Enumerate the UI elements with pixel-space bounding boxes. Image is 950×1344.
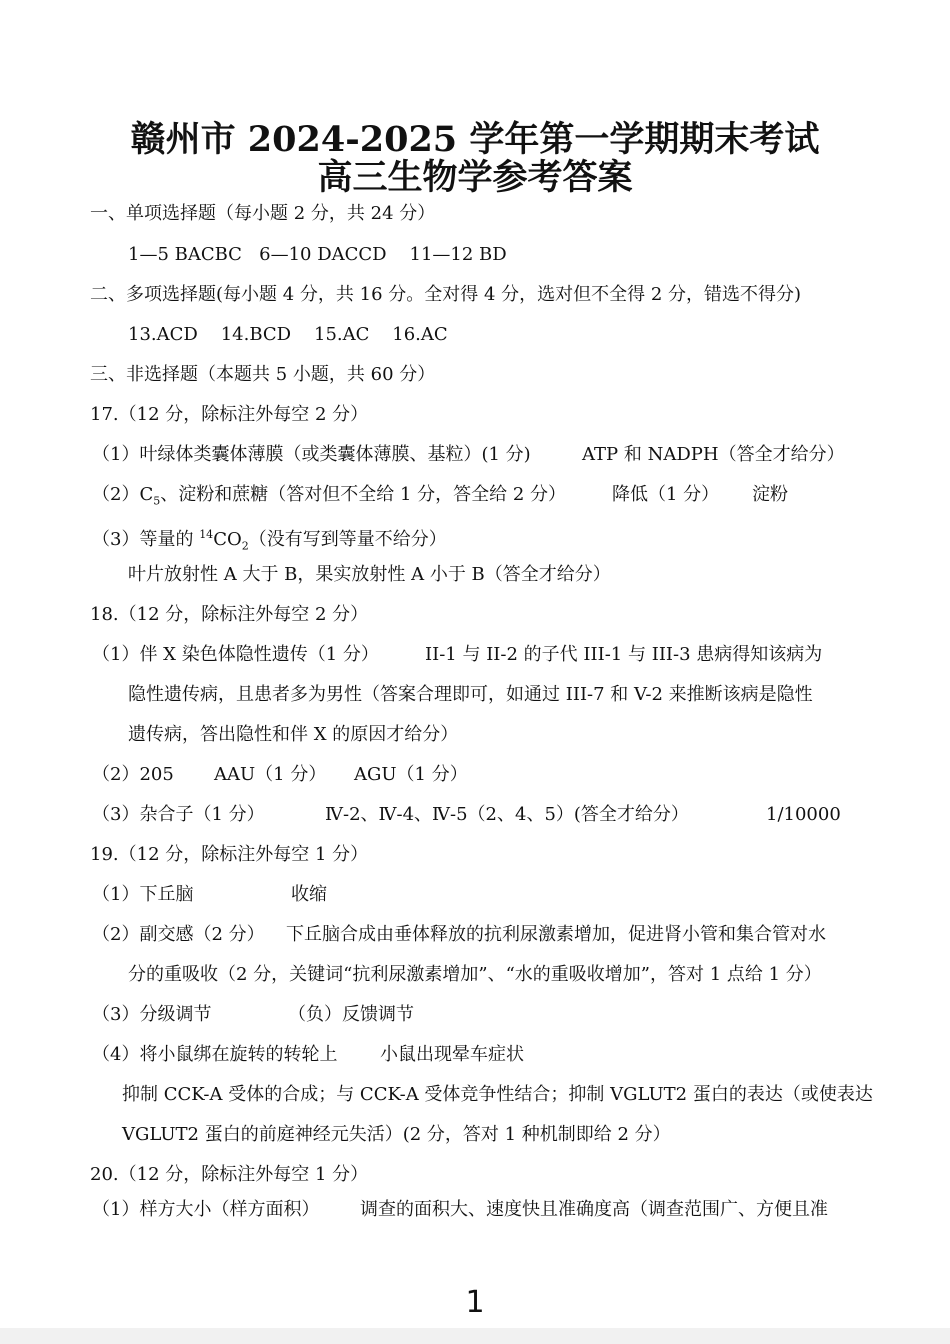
document-title-line2: 高三生物学参考答案: [317, 157, 633, 198]
section-1-heading: 一、单项选择题（每小题 2 分，共 24 分）: [90, 203, 436, 224]
q17-part3-line2: 叶片放射性 A 大于 B，果实放射性 A 小于 B（答全才给分）: [128, 564, 611, 585]
q17-part1-answer-b: ATP 和 NADPH（答全才给分）: [582, 444, 845, 465]
q19-part2-answer-b: 下丘脑合成由垂体释放的抗利尿激素增加，促进肾小管和集合管对水: [286, 924, 826, 945]
q17-part2-answer-b: 降低（1 分）: [612, 484, 720, 505]
q17-part3-prefix: （3）等量的: [92, 529, 200, 550]
document-title-line1: 赣州市 2024-2025 学年第一学期期末考试: [130, 119, 820, 160]
section-2-answers: 13.ACD 14.BCD 15.AC 16.AC: [128, 324, 448, 345]
q18-part1-line2: 隐性遗传病，且患者多为男性（答案合理即可，如通过 III-7 和 V-2 来推断该病是隐性: [128, 684, 813, 705]
q17-part3-subscript: 2: [241, 539, 249, 553]
q18-part2-answer-c: AGU（1 分）: [354, 764, 468, 785]
q17-part2-answer-a: 、淀粉和蔗糖（答对但不全给 1 分，答全给 2 分）: [160, 484, 567, 505]
q18-part2-answer-b: AAU（1 分）: [214, 764, 327, 785]
q19-heading: 19.（12 分，除标注外每空 1 分）: [90, 844, 369, 865]
footer-band: [0, 1328, 950, 1344]
section-1-answers: 1—5 BACBC 6—10 DACCD 11—12 BD: [128, 244, 507, 265]
q19-part4-line2: 抑制 CCK-A 受体的合成；与 CCK-A 受体竞争性结合；抑制 VGLUT2 蛋白的表达（或使表达: [122, 1084, 873, 1105]
q19-part4-answer-a: （4）将小鼠绑在旋转的转轮上: [92, 1044, 338, 1065]
q18-part2-answer-a: （2）205: [92, 764, 174, 785]
q19-part2-answer-a: （2）副交感（2 分）: [92, 924, 265, 945]
q19-part2-line2: 分的重吸收（2 分，关键词“抗利尿激素增加”、“水的重吸收增加”，答对 1 点给 1 分）: [128, 964, 822, 985]
q17-part3-suffix: （没有写到等量不给分）: [248, 529, 447, 550]
page-number: 1: [465, 1285, 485, 1320]
q18-part3-answer-a: （3）杂合子（1 分）: [92, 804, 265, 825]
q19-part1-answer-a: （1）下丘脑: [92, 884, 194, 905]
section-3-heading: 三、非选择题（本题共 5 小题，共 60 分）: [90, 364, 436, 385]
q17-part2-subscript: 5: [153, 494, 161, 508]
q18-part1-answer-a: （1）伴 X 染色体隐性遗传（1 分）: [92, 644, 379, 665]
q19-part1-answer-b: 收缩: [291, 884, 327, 905]
q18-part1-line3: 遗传病，答出隐性和伴 X 的原因才给分）: [128, 724, 459, 745]
q20-part1-answer-b: 调查的面积大、速度快且准确度高（调查范围广、方便且准: [360, 1199, 828, 1220]
q17-part3-superscript: 14: [199, 528, 214, 541]
q17-part1-answer-a: （1）叶绿体类囊体薄膜（或类囊体薄膜、基粒）(1 分): [92, 444, 531, 465]
q18-heading: 18.（12 分，除标注外每空 2 分）: [90, 604, 369, 625]
q17-part3: [92, 523, 447, 559]
q17-part2: [92, 483, 566, 514]
q20-heading: 20.（12 分，除标注外每空 1 分）: [90, 1164, 369, 1185]
q18-part3-answer-c: 1/10000: [766, 804, 841, 825]
q19-part4-answer-b: 小鼠出现晕车症状: [380, 1044, 524, 1065]
q19-part4-line3: VGLUT2 蛋白的前庭神经元失活）(2 分，答对 1 种机制即给 2 分）: [122, 1124, 671, 1145]
q18-part1-answer-b: II-1 与 II-2 的子代 III-1 与 III-3 患病得知该病为: [425, 644, 823, 665]
q17-part1: [92, 443, 531, 467]
q19-part3-answer-b: （负）反馈调节: [288, 1004, 414, 1025]
q19-part3-answer-a: （3）分级调节: [92, 1004, 212, 1025]
q18-part3-answer-b: Ⅳ-2、Ⅳ-4、Ⅳ-5（2、4、5）(答全才给分）: [325, 804, 689, 825]
q17-heading: 17.（12 分，除标注外每空 2 分）: [90, 404, 369, 425]
section-2-heading: 二、多项选择题(每小题 4 分，共 16 分。全对得 4 分，选对但不全得 2 分，错选不得分): [90, 284, 802, 305]
q17-part3-co: CO: [213, 529, 242, 550]
q17-part2-prefix: （2）C: [92, 484, 154, 505]
q20-part1-answer-a: （1）样方大小（样方面积）: [92, 1199, 320, 1220]
q17-part2-answer-c: 淀粉: [752, 484, 788, 505]
